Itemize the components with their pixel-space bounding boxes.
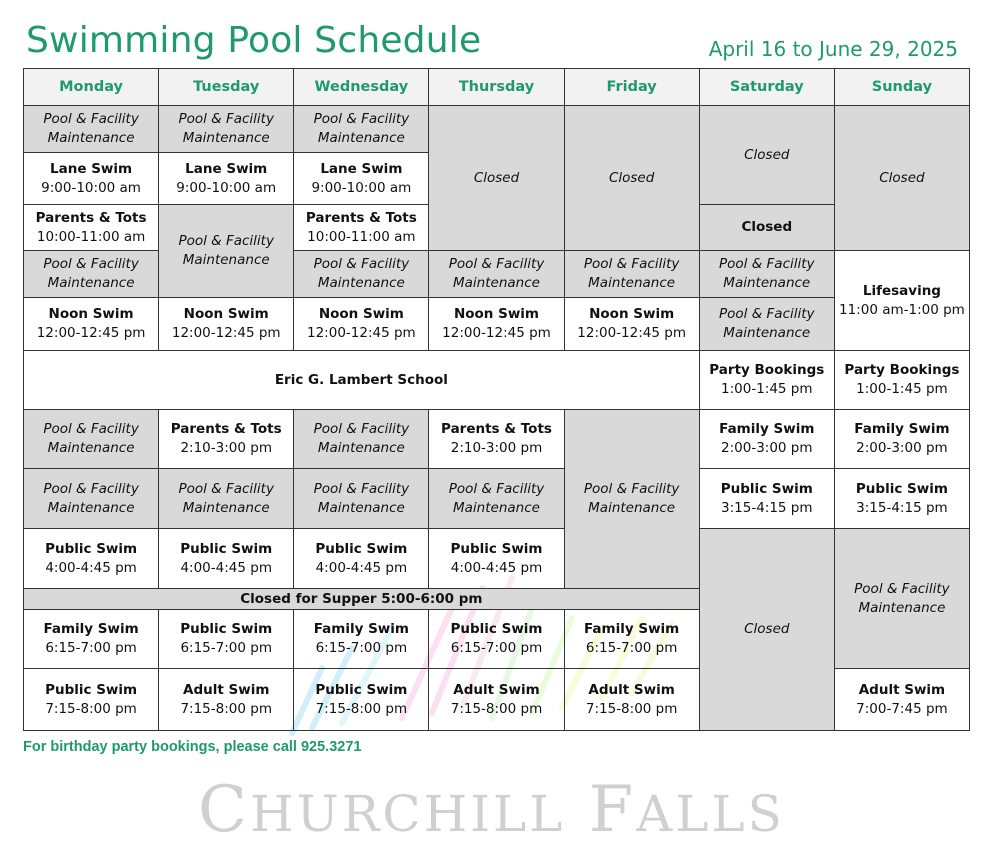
maintenance-cell xyxy=(24,469,159,529)
table-row xyxy=(24,529,970,589)
event-cell xyxy=(24,205,159,251)
event-time: 4:00-4:45 pm xyxy=(45,559,137,576)
event-name: Parents & Tots xyxy=(35,209,147,226)
event-time: 2:10-3:00 pm xyxy=(180,440,272,456)
maintenance-line-1: Pool & Facility xyxy=(854,580,950,597)
maintenance-cell xyxy=(699,251,834,298)
event-name: Public Swim xyxy=(855,480,948,497)
event-name: Parents & Tots xyxy=(170,421,282,437)
maintenance-cell xyxy=(159,106,294,153)
event-cell xyxy=(834,469,969,529)
maintenance-cell xyxy=(24,106,159,153)
maintenance-cell xyxy=(294,469,429,529)
school-block: Eric G. Lambert School xyxy=(24,351,700,410)
maintenance-cell xyxy=(429,251,564,298)
maintenance-cell xyxy=(294,251,429,298)
event-name: Adult Swim xyxy=(183,681,270,698)
event-time: 2:10-3:00 pm xyxy=(450,440,543,456)
event-name: Party Bookings xyxy=(844,362,960,378)
date-range: April 16 to June 29, 2025 xyxy=(708,37,958,61)
event-cell xyxy=(699,410,834,469)
event-cell xyxy=(294,669,429,731)
event-cell xyxy=(429,669,564,731)
event-time: 6:15-7:00 pm xyxy=(180,640,272,656)
event-cell xyxy=(834,251,969,351)
maintenance-cell xyxy=(294,410,429,469)
event-name: Lane Swim xyxy=(320,160,403,177)
event-name: Parents & Tots xyxy=(441,421,552,437)
event-name: Adult Swim xyxy=(588,681,675,698)
maintenance-line-2: Maintenance xyxy=(317,130,405,146)
event-cell xyxy=(159,298,294,351)
event-name: Family Swim xyxy=(854,421,950,437)
event-cell xyxy=(699,351,834,410)
event-time: 7:15-8:00 pm xyxy=(450,700,543,717)
closed-cell: Closed xyxy=(564,106,699,251)
closed-cell: Closed xyxy=(834,106,969,251)
maintenance-line-1: Pool & Facility xyxy=(583,256,680,272)
event-time: 12:00-12:45 pm xyxy=(442,325,551,341)
event-name: Noon Swim xyxy=(589,306,675,322)
event-time: 7:15-8:00 pm xyxy=(45,700,137,717)
maintenance-line-1: Pool & Facility xyxy=(178,480,274,497)
event-name: Lane Swim xyxy=(50,160,133,177)
event-time: 11:00 am-1:00 pm xyxy=(839,301,965,318)
event-cell xyxy=(429,410,564,469)
maintenance-line-2: Maintenance xyxy=(47,275,135,291)
event-cell xyxy=(294,298,429,351)
maintenance-cell xyxy=(834,529,969,669)
event-time: 7:15-8:00 pm xyxy=(315,700,408,717)
page-title: Swimming Pool Schedule xyxy=(26,20,482,61)
event-cell xyxy=(429,298,564,351)
maintenance-line-2: Maintenance xyxy=(453,499,540,516)
event-name: Public Swim xyxy=(315,681,408,698)
day-header-wednesday: Wednesday xyxy=(294,69,429,106)
header-row xyxy=(24,69,970,106)
closed-cell: Closed xyxy=(699,106,834,205)
maintenance-line-2: Maintenance xyxy=(47,440,135,456)
event-time: 7:15-8:00 pm xyxy=(585,700,678,717)
event-name: Public Swim xyxy=(180,540,273,557)
maintenance-line-2: Maintenance xyxy=(317,499,405,516)
event-cell xyxy=(159,153,294,205)
maintenance-line-1: Pool & Facility xyxy=(313,256,410,272)
event-name: Public Swim xyxy=(45,681,138,698)
maintenance-line-2: Maintenance xyxy=(182,252,270,268)
event-time: 7:00-7:45 pm xyxy=(856,700,948,717)
event-name: Public Swim xyxy=(315,540,408,557)
event-name: Noon Swim xyxy=(453,306,540,322)
maintenance-line-2: Maintenance xyxy=(588,275,676,291)
event-name: Noon Swim xyxy=(183,306,269,322)
event-name: Parents & Tots xyxy=(305,209,417,226)
event-time: 10:00-11:00 am xyxy=(307,228,416,245)
maintenance-line-2: Maintenance xyxy=(182,130,270,146)
event-name: Lane Swim xyxy=(185,160,268,177)
maintenance-cell xyxy=(294,106,429,153)
event-time: 6:15-7:00 pm xyxy=(450,640,543,656)
event-time: 2:00-3:00 pm xyxy=(721,440,813,456)
day-header-thursday: Thursday xyxy=(429,69,564,106)
event-name: Family Swim xyxy=(584,621,680,637)
day-header-tuesday: Tuesday xyxy=(159,69,294,106)
event-time: 1:00-1:45 pm xyxy=(721,381,813,397)
event-time: 10:00-11:00 am xyxy=(36,228,146,245)
event-time: 12:00-12:45 pm xyxy=(36,325,146,341)
maintenance-line-2: Maintenance xyxy=(47,130,135,146)
event-time: 1:00-1:45 pm xyxy=(856,381,948,397)
brand-wordmark xyxy=(198,770,785,854)
table-row xyxy=(24,298,970,351)
maintenance-line-1: Pool & Facility xyxy=(719,256,815,272)
event-time: 2:00-3:00 pm xyxy=(856,440,948,456)
event-name: Family Swim xyxy=(719,421,815,437)
event-name: Public Swim xyxy=(450,540,543,557)
event-cell xyxy=(24,610,159,669)
event-name: Public Swim xyxy=(45,540,138,557)
event-cell xyxy=(429,610,564,669)
maintenance-cell xyxy=(159,205,294,298)
maintenance-line-1: Pool & Facility xyxy=(43,480,139,497)
maintenance-line-1: Pool & Facility xyxy=(583,481,680,497)
maintenance-cell xyxy=(564,251,699,298)
event-time: 9:00-10:00 am xyxy=(176,179,277,196)
event-cell xyxy=(294,610,429,669)
event-cell xyxy=(294,153,429,205)
event-time: 6:15-7:00 pm xyxy=(45,640,137,656)
event-cell xyxy=(564,610,699,669)
brand-initial: C xyxy=(198,773,250,847)
event-time: 3:15-4:15 pm xyxy=(721,499,813,516)
maintenance-cell xyxy=(564,410,699,589)
event-time: 9:00-10:00 am xyxy=(311,179,412,196)
maintenance-line-1: Pool & Facility xyxy=(313,480,410,497)
event-time: 12:00-12:45 pm xyxy=(171,325,281,341)
event-name: Noon Swim xyxy=(48,306,134,322)
maintenance-cell xyxy=(699,298,834,351)
day-header-friday: Friday xyxy=(564,69,699,106)
day-header-sunday: Sunday xyxy=(834,69,969,106)
maintenance-cell xyxy=(24,410,159,469)
maintenance-line-1: Pool & Facility xyxy=(43,421,139,437)
event-name: Party Bookings xyxy=(709,362,825,378)
event-cell xyxy=(24,669,159,731)
maintenance-line-2: Maintenance xyxy=(317,440,405,456)
event-cell xyxy=(24,153,159,205)
event-time: 6:15-7:00 pm xyxy=(315,640,408,656)
closed-cell: Closed xyxy=(699,529,834,731)
maintenance-line-1: Pool & Facility xyxy=(178,111,274,127)
event-name: Family Swim xyxy=(43,621,139,637)
event-name: Noon Swim xyxy=(318,306,404,322)
event-cell xyxy=(159,669,294,731)
table-row xyxy=(24,351,970,410)
event-cell xyxy=(159,610,294,669)
maintenance-line-2: Maintenance xyxy=(588,500,676,516)
event-cell xyxy=(699,469,834,529)
closed-cell: Closed xyxy=(699,205,834,251)
event-name: Public Swim xyxy=(720,480,813,497)
event-name: Adult Swim xyxy=(858,681,946,698)
event-cell xyxy=(294,529,429,589)
maintenance-line-2: Maintenance xyxy=(47,499,135,516)
event-cell xyxy=(564,298,699,351)
event-name: Public Swim xyxy=(450,621,543,637)
day-header-monday: Monday xyxy=(24,69,159,106)
event-cell xyxy=(564,669,699,731)
event-time: 3:15-4:15 pm xyxy=(856,499,948,516)
maintenance-line-1: Pool & Facility xyxy=(313,421,410,437)
maintenance-line-2: Maintenance xyxy=(858,599,946,616)
maintenance-line-2: Maintenance xyxy=(317,275,405,291)
supper-block: Closed for Supper 5:00-6:00 pm xyxy=(24,589,700,610)
maintenance-cell xyxy=(429,469,564,529)
event-cell xyxy=(429,529,564,589)
event-cell xyxy=(24,298,159,351)
maintenance-line-2: Maintenance xyxy=(723,325,811,341)
maintenance-line-1: Pool & Facility xyxy=(448,480,545,497)
table-row xyxy=(24,410,970,469)
event-name: Family Swim xyxy=(313,621,409,637)
maintenance-line-1: Pool & Facility xyxy=(313,111,410,127)
event-time: 7:15-8:00 pm xyxy=(180,700,272,717)
event-name: Adult Swim xyxy=(453,681,540,698)
maintenance-line-1: Pool & Facility xyxy=(43,111,139,127)
event-cell xyxy=(159,410,294,469)
maintenance-line-1: Pool & Facility xyxy=(178,233,274,249)
maintenance-line-1: Pool & Facility xyxy=(719,306,815,322)
event-time: 12:00-12:45 pm xyxy=(307,325,416,341)
event-time: 9:00-10:00 am xyxy=(41,179,141,196)
maintenance-line-2: Maintenance xyxy=(453,275,540,291)
maintenance-line-1: Pool & Facility xyxy=(43,256,139,272)
maintenance-cell xyxy=(24,251,159,298)
event-time: 12:00-12:45 pm xyxy=(577,325,686,341)
event-cell xyxy=(24,529,159,589)
schedule-table xyxy=(23,68,970,731)
event-name: Lifesaving xyxy=(862,282,941,299)
maintenance-line-2: Maintenance xyxy=(723,275,811,291)
maintenance-line-1: Pool & Facility xyxy=(448,256,545,272)
party-booking-note: For birthday party bookings, please call 925.3271 xyxy=(23,739,362,755)
event-cell xyxy=(834,410,969,469)
brand-smallcaps: HURCHILL xyxy=(249,785,566,843)
table-row xyxy=(24,469,970,529)
closed-cell: Closed xyxy=(429,106,564,251)
event-time: 4:00-4:45 pm xyxy=(315,559,408,576)
event-time: 6:15-7:00 pm xyxy=(585,640,678,656)
table-row xyxy=(24,106,970,153)
event-time: 4:00-4:45 pm xyxy=(180,559,272,576)
event-cell xyxy=(159,529,294,589)
event-time: 4:00-4:45 pm xyxy=(450,559,543,576)
brand-initial: F xyxy=(588,773,637,847)
event-cell xyxy=(834,669,969,731)
event-name: Public Swim xyxy=(180,621,273,637)
maintenance-line-2: Maintenance xyxy=(182,499,270,516)
brand-smallcaps: ALLS xyxy=(636,785,785,843)
day-header-saturday: Saturday xyxy=(699,69,834,106)
event-cell xyxy=(834,351,969,410)
maintenance-cell xyxy=(159,469,294,529)
event-cell xyxy=(294,205,429,251)
